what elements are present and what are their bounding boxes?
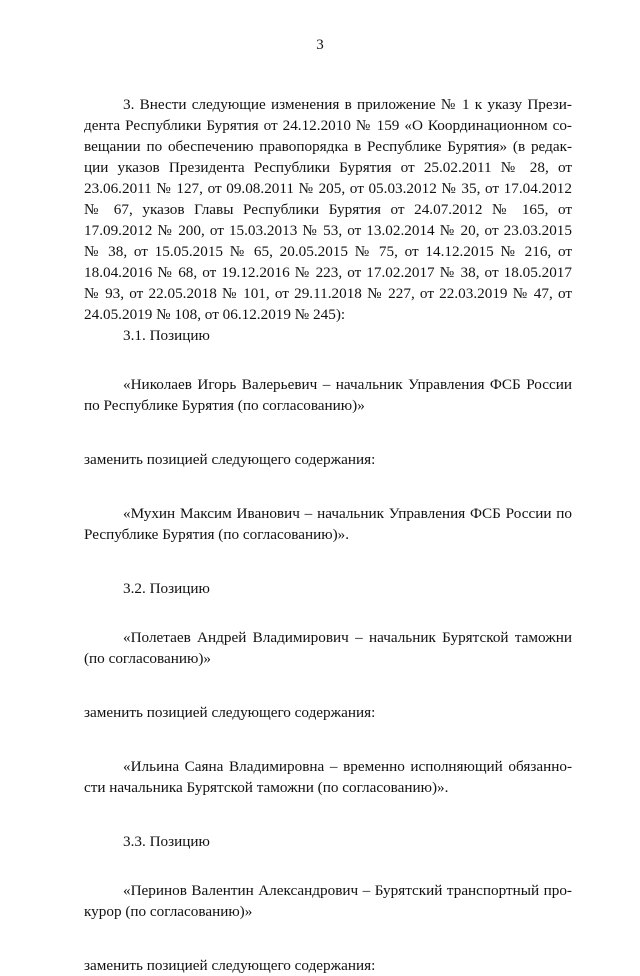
paragraph-line: ции указов Президента Республики Бурятия от 25.02.2011 № 28, от (84, 159, 572, 176)
paragraph-line: 18.04.2016 № 68, от 19.12.2016 № 223, от 17.02.2017 № 38, от 18.05.2017 (84, 264, 572, 281)
replace-instruction: заменить позицией следующего содержания: (84, 957, 376, 974)
paragraph-line: дента Республики Бурятия от 24.12.2010 № 159 «О Координационном со- (84, 117, 572, 134)
quote-line: «Мухин Максим Иванович – начальник Управления ФСБ России по (123, 505, 572, 522)
quote-line: «Николаев Игорь Валерьевич – начальник Управления ФСБ России (123, 376, 572, 393)
paragraph-line: № 67, указов Главы Республики Бурятия от 24.07.2012 № 165, от (84, 201, 572, 218)
paragraph-line: № 93, от 22.05.2018 № 101, от 29.11.2018 № 227, от 22.03.2019 № 47, от (84, 285, 572, 302)
paragraph-line: вещании по обеспечению правопорядка в Республике Бурятия» (в редак- (84, 138, 572, 155)
paragraph-line: 24.05.2019 № 108, от 06.12.2019 № 245): (84, 306, 346, 323)
replace-instruction: заменить позицией следующего содержания: (84, 451, 376, 468)
section-heading: 3.3. Позицию (123, 833, 210, 850)
replace-instruction: заменить позицией следующего содержания: (84, 704, 376, 721)
quote-line: Республике Бурятия (по согласованию)». (84, 526, 350, 543)
quote-line: сти начальника Бурятской таможни (по согласованию)». (84, 779, 449, 796)
quote-line: по Республике Бурятия (по согласованию)» (84, 397, 365, 414)
old-position-quote (84, 880, 572, 922)
quote-line: курор (по согласованию)» (84, 903, 253, 920)
paragraph-line: 3. Внести следующие изменения в приложение № 1 к указу Прези- (123, 96, 572, 113)
page-number: 3 (316, 37, 324, 53)
item-3-paragraph (84, 94, 572, 325)
document-body (84, 94, 572, 976)
quote-line: «Ильина Саяна Владимировна – временно исполняющий обязанно- (123, 758, 572, 775)
quote-line: (по согласованию)» (84, 650, 211, 667)
paragraph-line: 23.06.2011 № 127, от 09.08.2011 № 205, от 05.03.2012 № 35, от 17.04.2012 (84, 180, 572, 197)
paragraph-line: № 38, от 15.05.2015 № 65, 20.05.2015 № 75, от 14.12.2015 № 216, от (84, 243, 572, 260)
new-position-quote (84, 756, 572, 798)
paragraph-line: 17.09.2012 № 200, от 15.03.2013 № 53, от 13.02.2014 № 20, от 23.03.2015 (84, 222, 572, 239)
old-position-quote (84, 627, 572, 669)
old-position-quote (84, 374, 572, 416)
section-heading: 3.2. Позицию (123, 580, 210, 597)
new-position-quote (84, 503, 572, 545)
section-heading: 3.1. Позицию (123, 327, 210, 344)
quote-line: «Полетаев Андрей Владимирович – начальник Бурятской таможни (123, 629, 572, 646)
quote-line: «Перинов Валентин Александрович – Бурятский транспортный про- (123, 882, 572, 899)
